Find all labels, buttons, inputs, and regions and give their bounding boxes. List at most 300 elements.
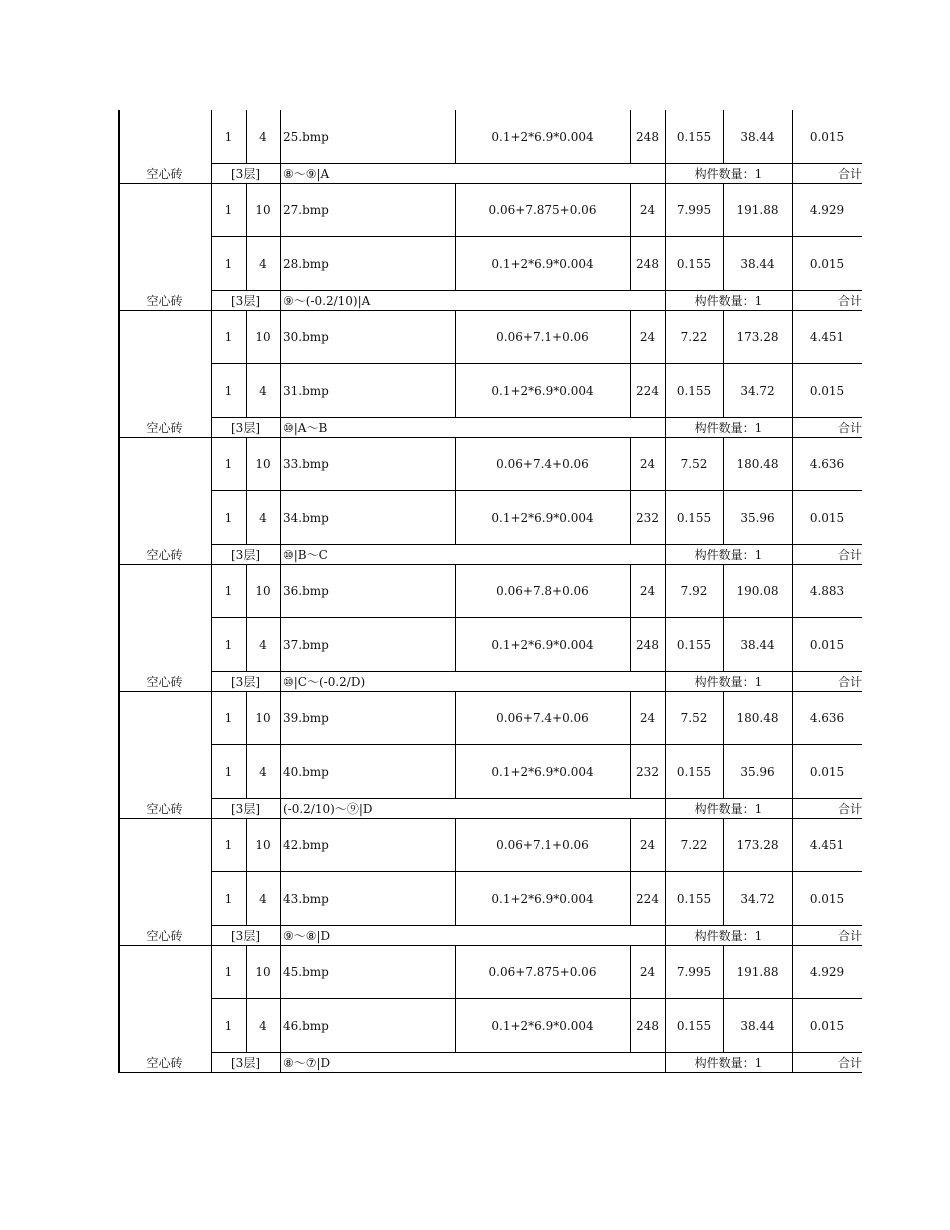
column-border	[280, 799, 281, 819]
column-border	[665, 618, 666, 672]
cell-length: 0.155	[676, 129, 712, 144]
cell-count: 248	[636, 256, 659, 271]
cell-a: 1	[224, 838, 233, 853]
material-label: 空心砖	[146, 420, 183, 435]
column-border	[211, 184, 212, 238]
column-border	[211, 799, 212, 819]
column-border	[630, 110, 631, 164]
column-border	[455, 110, 456, 164]
column-border	[665, 745, 666, 799]
column-border	[723, 237, 724, 291]
column-border	[630, 692, 631, 746]
column-border	[630, 184, 631, 238]
component-count-label: 构件数量：1	[694, 166, 763, 181]
cell-count: 24	[639, 457, 656, 472]
cell-formula: 0.06+7.875+0.06	[488, 203, 597, 218]
column-border	[630, 311, 631, 365]
cell-total: 38.44	[740, 129, 775, 144]
cell-total: 35.96	[740, 510, 775, 525]
column-border	[723, 364, 724, 418]
cell-file: 31.bmp	[283, 383, 329, 398]
column-border	[246, 618, 247, 672]
sum-label: 合计	[837, 928, 862, 943]
sum-label: 合计	[837, 293, 862, 308]
column-border	[211, 999, 212, 1053]
sum-label: 合计	[837, 420, 862, 435]
cell-total: 191.88	[736, 203, 779, 218]
column-border	[665, 1053, 666, 1073]
cell-b: 10	[255, 457, 271, 472]
column-border	[211, 545, 212, 565]
column-border	[665, 491, 666, 545]
cell-length: 0.155	[676, 891, 712, 906]
column-border	[280, 311, 281, 365]
column-border	[280, 692, 281, 746]
cell-a: 1	[224, 256, 233, 271]
column-border	[455, 311, 456, 365]
column-border	[792, 291, 793, 311]
cell-a: 1	[224, 510, 233, 525]
column-border	[211, 364, 212, 418]
cell-file: 42.bmp	[283, 838, 329, 853]
column-border	[455, 692, 456, 746]
column-border	[211, 438, 212, 492]
cell-total: 35.96	[740, 764, 775, 779]
cell-total: 190.08	[736, 584, 779, 599]
location-label: ⑩|C～(-0.2/D)	[283, 674, 366, 689]
component-count-label: 构件数量：1	[694, 1055, 763, 1070]
cell-formula: 0.1+2*6.9*0.004	[491, 383, 594, 398]
column-border	[723, 618, 724, 672]
cell-formula: 0.1+2*6.9*0.004	[491, 637, 594, 652]
cell-count: 24	[639, 838, 656, 853]
cell-b: 4	[259, 383, 267, 398]
cell-file: 43.bmp	[283, 891, 329, 906]
column-border	[630, 618, 631, 672]
cell-count: 24	[639, 965, 656, 980]
cell-weight: 4.451	[809, 838, 845, 853]
cell-count: 24	[639, 584, 656, 599]
column-border	[280, 999, 281, 1053]
column-border	[246, 491, 247, 545]
cell-a: 1	[224, 764, 233, 779]
column-border	[792, 618, 793, 672]
column-border	[455, 618, 456, 672]
column-border	[665, 946, 666, 1000]
column-border	[246, 364, 247, 418]
floor-label: [3层]	[231, 801, 260, 816]
column-border	[723, 110, 724, 164]
column-border	[280, 872, 281, 926]
cell-file: 33.bmp	[283, 457, 329, 472]
floor-label: [3层]	[231, 674, 260, 689]
column-border	[246, 745, 247, 799]
floor-label: [3层]	[231, 547, 260, 562]
cell-a: 1	[224, 203, 233, 218]
column-border	[455, 745, 456, 799]
cell-weight: 0.015	[809, 764, 845, 779]
column-border	[246, 946, 247, 1000]
cell-b: 4	[259, 510, 267, 525]
column-border	[630, 819, 631, 873]
cell-file: 28.bmp	[283, 256, 329, 271]
column-border	[280, 438, 281, 492]
cell-length: 0.155	[676, 637, 712, 652]
cell-formula: 0.06+7.8+0.06	[496, 584, 589, 599]
sum-label: 合计	[837, 547, 862, 562]
cell-length: 7.52	[680, 711, 708, 726]
location-label: ⑩|B～C	[283, 547, 328, 562]
cell-file: 37.bmp	[283, 637, 329, 652]
cell-b: 4	[259, 891, 267, 906]
column-border	[280, 565, 281, 619]
location-label: (-0.2/10)～⑨|D	[283, 801, 373, 816]
column-border	[280, 926, 281, 946]
cell-file: 40.bmp	[283, 764, 329, 779]
column-border	[211, 672, 212, 692]
sum-label: 合计	[837, 801, 862, 816]
cell-a: 1	[224, 383, 233, 398]
column-border	[792, 672, 793, 692]
cell-a: 1	[224, 457, 233, 472]
column-border	[792, 1053, 793, 1073]
column-border	[792, 311, 793, 365]
column-border	[280, 110, 281, 164]
column-border	[792, 545, 793, 565]
component-count-label: 构件数量：1	[694, 293, 763, 308]
cell-count: 224	[636, 891, 659, 906]
column-border	[665, 672, 666, 692]
component-count-label: 构件数量：1	[694, 547, 763, 562]
sum-label: 合计	[837, 1055, 862, 1070]
column-border	[665, 291, 666, 311]
column-border	[630, 946, 631, 1000]
cell-file: 45.bmp	[283, 965, 329, 980]
column-border	[455, 565, 456, 619]
cell-weight: 4.636	[809, 457, 845, 472]
column-border	[280, 745, 281, 799]
cell-length: 7.22	[680, 330, 708, 345]
column-border	[665, 799, 666, 819]
column-border	[211, 745, 212, 799]
column-border	[792, 438, 793, 492]
column-border	[280, 819, 281, 873]
column-border	[280, 491, 281, 545]
column-border	[211, 1053, 212, 1073]
sum-label: 合计	[837, 674, 862, 689]
cell-formula: 0.06+7.1+0.06	[496, 838, 589, 853]
column-border	[246, 110, 247, 164]
cell-a: 1	[224, 129, 233, 144]
column-border	[665, 926, 666, 946]
cell-a: 1	[224, 711, 233, 726]
column-border	[211, 946, 212, 1000]
column-border	[792, 745, 793, 799]
floor-label: [3层]	[231, 928, 260, 943]
column-border	[792, 565, 793, 619]
cell-file: 27.bmp	[283, 203, 329, 218]
cell-file: 46.bmp	[283, 1018, 329, 1033]
column-border	[665, 872, 666, 926]
column-border	[792, 692, 793, 746]
column-border	[665, 545, 666, 565]
cell-weight: 0.015	[809, 383, 845, 398]
material-label: 空心砖	[146, 928, 183, 943]
cell-formula: 0.1+2*6.9*0.004	[491, 510, 594, 525]
cell-weight: 0.015	[809, 1018, 845, 1033]
floor-label: [3层]	[231, 1055, 260, 1070]
cell-length: 7.92	[680, 584, 708, 599]
column-border	[792, 999, 793, 1053]
column-border	[455, 364, 456, 418]
column-border	[211, 291, 212, 311]
column-border	[211, 872, 212, 926]
location-label: ⑩|A～B	[283, 420, 328, 435]
cell-length: 0.155	[676, 1018, 712, 1033]
column-border	[280, 291, 281, 311]
material-label: 空心砖	[146, 801, 183, 816]
column-border	[211, 819, 212, 873]
column-border	[665, 438, 666, 492]
cell-formula: 0.06+7.4+0.06	[496, 457, 589, 472]
cell-length: 0.155	[676, 383, 712, 398]
cell-weight: 0.015	[809, 256, 845, 271]
column-border	[723, 184, 724, 238]
cell-weight: 4.451	[809, 330, 845, 345]
column-border	[280, 418, 281, 438]
column-border	[665, 237, 666, 291]
column-border	[792, 237, 793, 291]
column-border	[792, 164, 793, 184]
cell-file: 30.bmp	[283, 330, 329, 345]
column-border	[455, 819, 456, 873]
cell-length: 7.22	[680, 838, 708, 853]
cell-formula: 0.1+2*6.9*0.004	[491, 129, 594, 144]
cell-count: 232	[636, 510, 659, 525]
column-border	[246, 692, 247, 746]
cell-length: 7.52	[680, 457, 708, 472]
cell-length: 0.155	[676, 510, 712, 525]
cell-total: 191.88	[736, 965, 779, 980]
cell-length: 0.155	[676, 764, 712, 779]
column-border	[246, 565, 247, 619]
column-border	[280, 618, 281, 672]
floor-label: [3层]	[231, 420, 260, 435]
cell-file: 34.bmp	[283, 510, 329, 525]
cell-b: 10	[255, 330, 271, 345]
column-border	[280, 946, 281, 1000]
column-border	[723, 438, 724, 492]
column-border	[792, 926, 793, 946]
column-border	[455, 491, 456, 545]
cell-formula: 0.1+2*6.9*0.004	[491, 891, 594, 906]
column-border	[118, 110, 120, 1073]
cell-formula: 0.06+7.875+0.06	[488, 965, 597, 980]
cell-total: 180.48	[736, 711, 779, 726]
column-border	[211, 491, 212, 545]
cell-formula: 0.1+2*6.9*0.004	[491, 256, 594, 271]
cell-count: 248	[636, 1018, 659, 1033]
column-border	[246, 438, 247, 492]
column-border	[723, 692, 724, 746]
column-border	[211, 418, 212, 438]
cell-b: 4	[259, 764, 267, 779]
cell-b: 10	[255, 584, 271, 599]
column-border	[455, 946, 456, 1000]
component-count-label: 构件数量：1	[694, 420, 763, 435]
column-border	[665, 819, 666, 873]
column-border	[630, 565, 631, 619]
cell-length: 0.155	[676, 256, 712, 271]
cell-a: 1	[224, 965, 233, 980]
column-border	[665, 110, 666, 164]
cell-a: 1	[224, 1018, 233, 1033]
cell-b: 10	[255, 711, 271, 726]
sum-label: 合计	[837, 166, 862, 181]
column-border	[455, 872, 456, 926]
cell-b: 10	[255, 838, 271, 853]
cell-weight: 0.015	[809, 129, 845, 144]
column-border	[280, 672, 281, 692]
location-label: ⑧～⑨|A	[283, 166, 330, 181]
cell-weight: 4.883	[809, 584, 845, 599]
cell-total: 38.44	[740, 637, 775, 652]
column-border	[280, 164, 281, 184]
material-label: 空心砖	[146, 293, 183, 308]
column-border	[665, 364, 666, 418]
cell-total: 173.28	[736, 838, 779, 853]
cell-total: 34.72	[740, 891, 775, 906]
material-label: 空心砖	[146, 1055, 183, 1070]
cell-file: 25.bmp	[283, 129, 329, 144]
column-border	[723, 819, 724, 873]
column-border	[211, 565, 212, 619]
column-border	[455, 184, 456, 238]
column-border	[630, 999, 631, 1053]
cell-formula: 0.1+2*6.9*0.004	[491, 1018, 594, 1033]
column-border	[630, 872, 631, 926]
column-border	[665, 184, 666, 238]
column-border	[723, 946, 724, 1000]
cell-weight: 4.929	[809, 203, 845, 218]
cell-formula: 0.1+2*6.9*0.004	[491, 764, 594, 779]
column-border	[246, 999, 247, 1053]
cell-total: 34.72	[740, 383, 775, 398]
column-border	[723, 491, 724, 545]
column-border	[455, 237, 456, 291]
cell-total: 38.44	[740, 256, 775, 271]
column-border	[211, 237, 212, 291]
cell-formula: 0.06+7.4+0.06	[496, 711, 589, 726]
column-border	[723, 745, 724, 799]
component-count-label: 构件数量：1	[694, 928, 763, 943]
column-border	[792, 799, 793, 819]
column-border	[630, 364, 631, 418]
column-border	[211, 110, 212, 164]
column-border	[630, 491, 631, 545]
location-label: ⑧～⑦|D	[283, 1055, 331, 1070]
location-label: ⑨～(-0.2/10)|A	[283, 293, 371, 308]
column-border	[455, 999, 456, 1053]
cell-b: 4	[259, 256, 267, 271]
column-border	[792, 491, 793, 545]
location-label: ⑨～⑧|D	[283, 928, 331, 943]
material-label: 空心砖	[146, 547, 183, 562]
cell-count: 224	[636, 383, 659, 398]
material-label: 空心砖	[146, 674, 183, 689]
cell-a: 1	[224, 330, 233, 345]
column-border	[665, 311, 666, 365]
column-border	[792, 184, 793, 238]
column-border	[665, 999, 666, 1053]
column-border	[723, 565, 724, 619]
cell-weight: 4.636	[809, 711, 845, 726]
column-border	[723, 872, 724, 926]
column-border	[211, 926, 212, 946]
floor-label: [3层]	[231, 166, 260, 181]
column-border	[211, 618, 212, 672]
column-border	[280, 364, 281, 418]
column-border	[280, 237, 281, 291]
component-count-label: 构件数量：1	[694, 801, 763, 816]
column-border	[665, 565, 666, 619]
cell-total: 38.44	[740, 1018, 775, 1033]
cell-b: 4	[259, 637, 267, 652]
cell-formula: 0.06+7.1+0.06	[496, 330, 589, 345]
column-border	[246, 184, 247, 238]
cell-count: 24	[639, 330, 656, 345]
column-border	[246, 872, 247, 926]
cell-count: 232	[636, 764, 659, 779]
column-border	[665, 418, 666, 438]
material-label: 空心砖	[146, 166, 183, 181]
cell-b: 10	[255, 203, 271, 218]
column-border	[665, 692, 666, 746]
cell-file: 36.bmp	[283, 584, 329, 599]
column-border	[630, 438, 631, 492]
cell-weight: 0.015	[809, 510, 845, 525]
column-border	[792, 364, 793, 418]
column-border	[630, 237, 631, 291]
cell-weight: 0.015	[809, 637, 845, 652]
cell-b: 4	[259, 1018, 267, 1033]
column-border	[723, 999, 724, 1053]
column-border	[280, 184, 281, 238]
cell-b: 4	[259, 129, 267, 144]
cell-a: 1	[224, 584, 233, 599]
column-border	[630, 745, 631, 799]
column-border	[211, 311, 212, 365]
cell-length: 7.995	[676, 965, 712, 980]
cell-total: 173.28	[736, 330, 779, 345]
cell-count: 24	[639, 711, 656, 726]
cell-count: 248	[636, 129, 659, 144]
cell-weight: 0.015	[809, 891, 845, 906]
cell-total: 180.48	[736, 457, 779, 472]
cell-b: 10	[255, 965, 271, 980]
cell-count: 248	[636, 637, 659, 652]
column-border	[246, 311, 247, 365]
cell-a: 1	[224, 637, 233, 652]
column-border	[792, 872, 793, 926]
column-border	[723, 311, 724, 365]
column-border	[246, 237, 247, 291]
column-border	[246, 819, 247, 873]
cell-file: 39.bmp	[283, 711, 329, 726]
column-border	[280, 545, 281, 565]
row-border	[118, 1072, 862, 1073]
cell-a: 1	[224, 891, 233, 906]
